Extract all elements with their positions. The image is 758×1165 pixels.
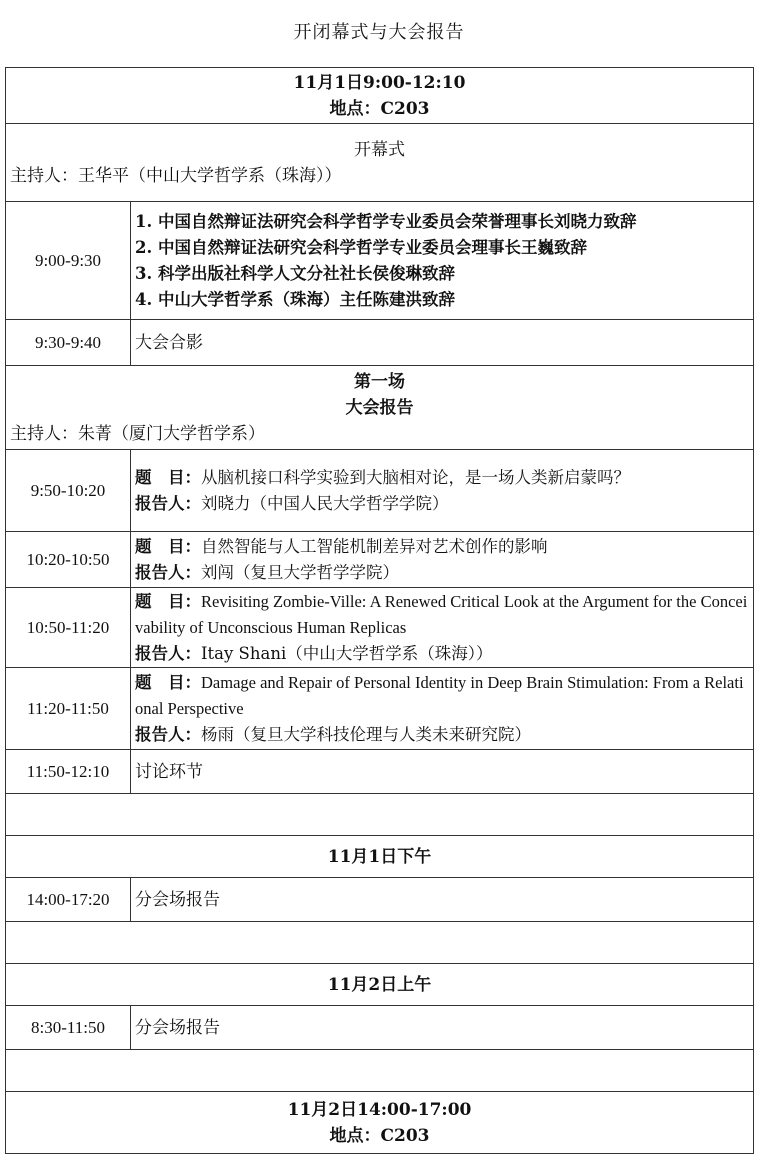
talk-title-label: 题 目： bbox=[135, 591, 201, 611]
morning2-header: 11月2日上午 bbox=[6, 964, 754, 1006]
blank-row bbox=[6, 922, 754, 964]
session1-host: 主持人：朱菁（厦门大学哲学系） bbox=[10, 423, 265, 444]
morning-date-time: 11月1日9:00-12:10 bbox=[293, 72, 466, 93]
talk-speaker: 刘闯（复旦大学哲学学院） bbox=[201, 562, 399, 582]
discussion-time: 11:50-12:10 bbox=[6, 750, 131, 794]
opening-item: 4. 中山大学哲学系（珠海）主任陈建洪致辞 bbox=[135, 289, 455, 309]
talk-speaker-label: 报告人： bbox=[135, 643, 201, 663]
morning-header-row bbox=[6, 68, 754, 124]
opening-time: 9:00-9:30 bbox=[6, 202, 131, 320]
talk-title-label: 题 目： bbox=[135, 467, 201, 487]
blank-row bbox=[6, 1050, 754, 1092]
talk-time: 10:50-11:20 bbox=[6, 588, 131, 668]
morning2-header-row bbox=[6, 964, 754, 1006]
talk-title-label: 题 目： bbox=[135, 536, 201, 556]
talk-speaker-label: 报告人： bbox=[135, 493, 201, 513]
talk-speaker: 刘晓力（中国人民大学哲学学院） bbox=[201, 493, 449, 513]
talk-speaker-label: 报告人： bbox=[135, 562, 201, 582]
talk-title: 从脑机接口科学实验到大脑相对论，是一场人类新启蒙吗？ bbox=[201, 467, 630, 487]
talk-time: 10:20-10:50 bbox=[6, 532, 131, 588]
talk-speaker: Itay Shani（中山大学哲学系（珠海）） bbox=[201, 643, 493, 663]
closing-date-time: 11月2日14:00-17:00 bbox=[287, 1099, 472, 1120]
opening-item: 1. 中国自然辩证法研究会科学哲学专业委员会荣誉理事长刘晓力致辞 bbox=[135, 211, 637, 231]
afternoon1-time: 14:00-17:20 bbox=[6, 878, 131, 922]
page-title: 开闭幕式与大会报告 bbox=[293, 22, 465, 43]
session1-name: 第一场 bbox=[354, 371, 405, 392]
closing-header-row bbox=[6, 1092, 754, 1154]
talk-speaker: 杨雨（复旦大学科技伦理与人类未来研究院） bbox=[201, 724, 531, 744]
afternoon1-text: 分会场报告 bbox=[131, 878, 754, 922]
blank-row bbox=[6, 794, 754, 836]
photo-text: 大会合影 bbox=[131, 320, 754, 366]
opening-items-row bbox=[6, 202, 754, 320]
talk-time: 11:20-11:50 bbox=[6, 668, 131, 750]
opening-item: 2. 中国自然辩证法研究会科学哲学专业委员会理事长王巍致辞 bbox=[135, 237, 587, 257]
morning2-row bbox=[6, 1006, 754, 1050]
talk-row bbox=[6, 450, 754, 532]
morning2-time: 8:30-11:50 bbox=[6, 1006, 131, 1050]
opening-header-row bbox=[6, 124, 754, 202]
afternoon1-header-row bbox=[6, 836, 754, 878]
morning-location: 地点：C203 bbox=[329, 98, 430, 119]
schedule-table bbox=[5, 67, 754, 1154]
morning2-text: 分会场报告 bbox=[131, 1006, 754, 1050]
photo-time: 9:30-9:40 bbox=[6, 320, 131, 366]
discussion-row bbox=[6, 750, 754, 794]
afternoon1-header: 11月1日下午 bbox=[6, 836, 754, 878]
talk-title: 自然智能与人工智能机制差异对艺术创作的影响 bbox=[201, 536, 548, 556]
closing-location: 地点：C203 bbox=[329, 1125, 430, 1146]
opening-item: 3. 科学出版社科学人文分社社长侯俊琳致辞 bbox=[135, 263, 455, 283]
session1-header-row bbox=[6, 366, 754, 450]
discussion-text: 讨论环节 bbox=[131, 750, 754, 794]
talk-row bbox=[6, 532, 754, 588]
talk-speaker-label: 报告人： bbox=[135, 724, 201, 744]
session1-subname: 大会报告 bbox=[345, 397, 414, 418]
opening-name: 开幕式 bbox=[354, 139, 405, 160]
talk-title: Revisiting Zombie-Ville: A Renewed Critical Look at the Argument for the Conceivability of Unconscious Human Replicas bbox=[135, 591, 748, 637]
talk-row bbox=[6, 588, 754, 668]
opening-host: 主持人：王华平（中山大学哲学系（珠海）） bbox=[10, 165, 342, 186]
afternoon1-row bbox=[6, 878, 754, 922]
talk-title: Damage and Repair of Personal Identity in Deep Brain Stimulation: From a Relational Perspective bbox=[135, 672, 744, 718]
talk-row bbox=[6, 668, 754, 750]
photo-row bbox=[6, 320, 754, 366]
talk-time: 9:50-10:20 bbox=[6, 450, 131, 532]
talk-title-label: 题 目： bbox=[135, 672, 201, 692]
